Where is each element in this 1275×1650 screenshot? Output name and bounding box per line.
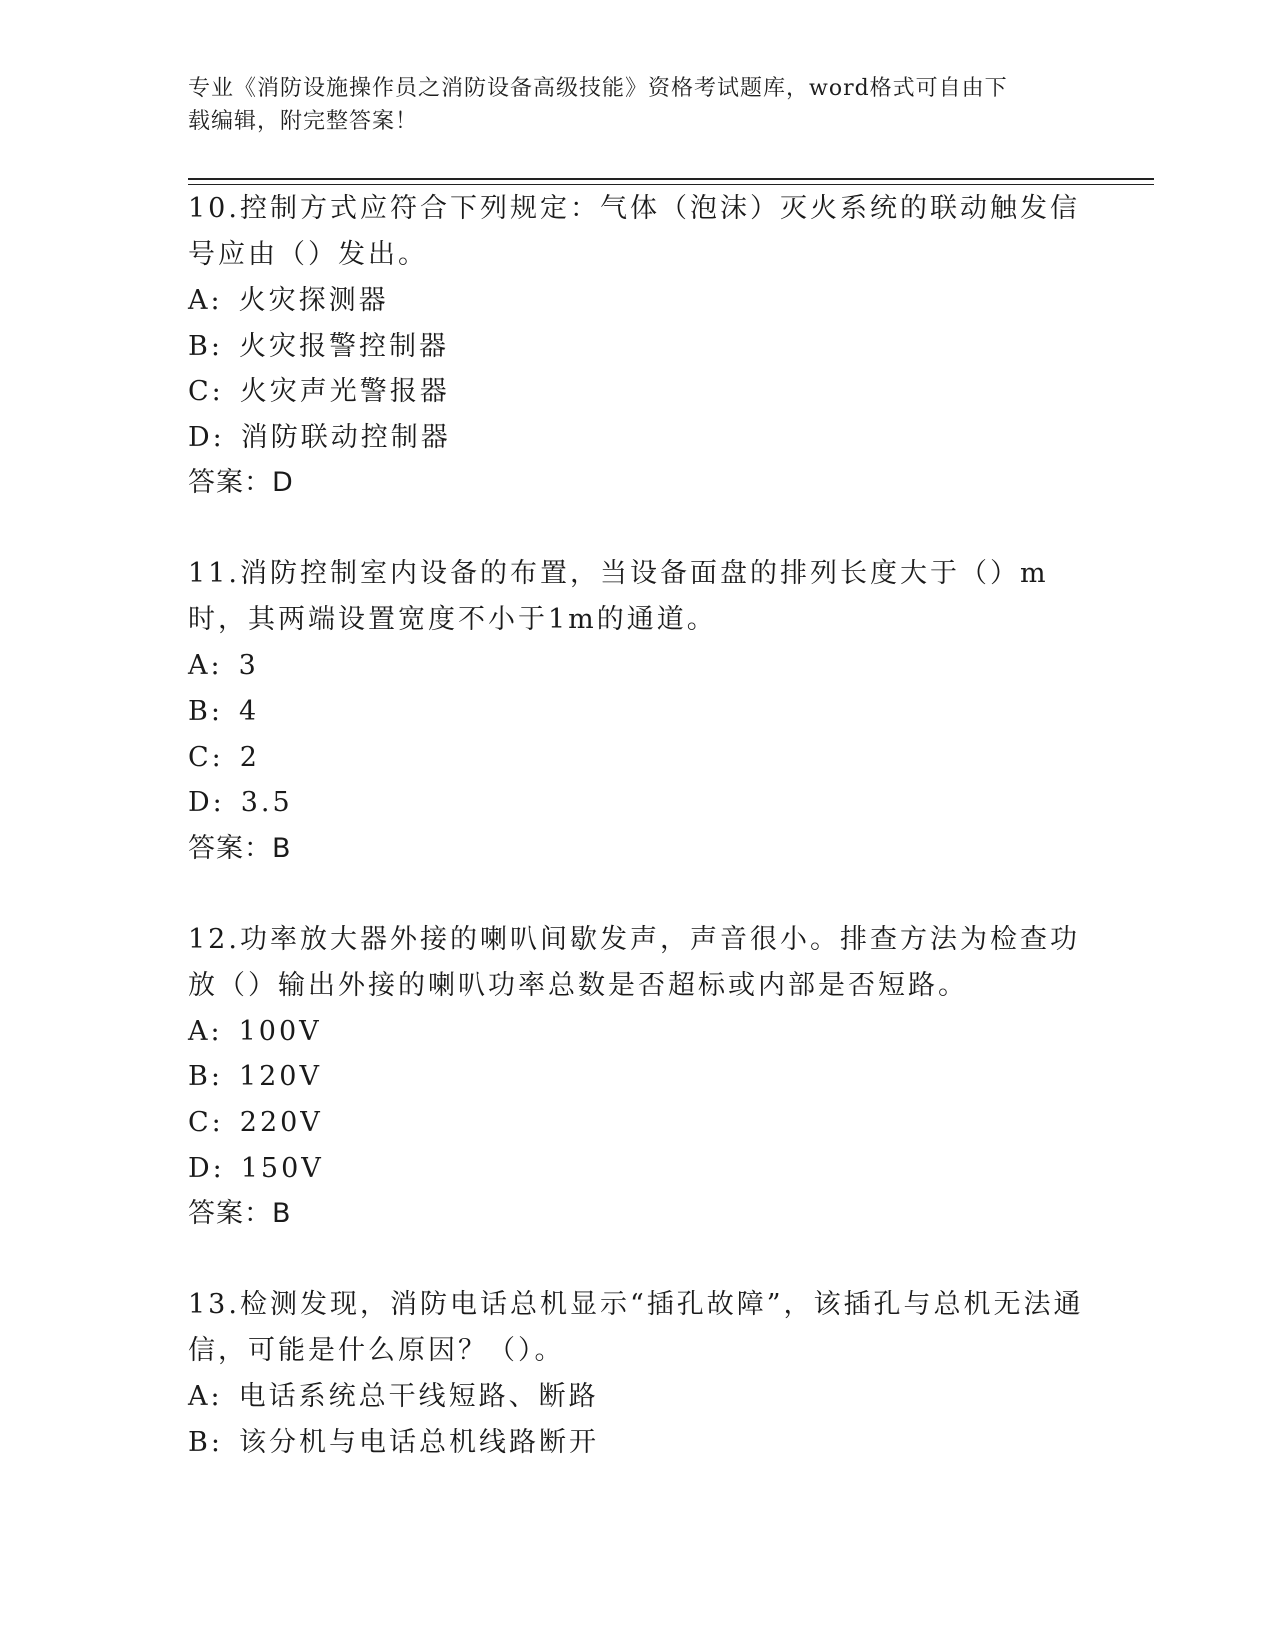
answer-line: 答案：B <box>188 1198 292 1230</box>
question-list <box>188 186 1088 1465</box>
option-key: A: <box>188 1015 223 1047</box>
header-divider-thin <box>188 184 1154 185</box>
option-key: D: <box>188 421 225 453</box>
question-12 <box>188 917 1088 1237</box>
question-stem: 11.消防控制室内设备的布置，当设备面盘的排列长度大于（）m时，其两端设置宽度不小于1m的通道。 <box>188 558 1049 636</box>
option-key: B: <box>188 330 223 362</box>
option-b <box>188 689 1088 735</box>
option-key: C: <box>188 741 224 773</box>
option-key: D: <box>188 1152 225 1184</box>
option-key: C: <box>188 1106 224 1138</box>
option-text: 2 <box>239 741 260 773</box>
option-a <box>188 1009 1088 1055</box>
option-text: 消防联动控制器 <box>240 421 451 453</box>
question-stem: 12.功率放大器外接的喇叭间歇发声，声音很小。排查方法为检查功放（）输出外接的喇叭功率总数是否超标或内部是否短路。 <box>188 923 1080 1001</box>
option-text: 100V <box>238 1015 322 1047</box>
document-header <box>188 72 1068 138</box>
option-key: D: <box>188 787 225 819</box>
option-a <box>188 1374 1088 1420</box>
question-11 <box>188 551 1088 871</box>
option-d <box>188 1146 1088 1192</box>
option-key: B: <box>188 1061 223 1093</box>
option-text: 3 <box>238 650 259 682</box>
option-d <box>188 780 1088 826</box>
option-c <box>188 735 1088 781</box>
header-line-2: 载编辑，附完整答案！ <box>188 109 419 134</box>
option-a <box>188 643 1088 689</box>
option-text: 220V <box>239 1106 323 1138</box>
option-key: B: <box>188 1426 223 1458</box>
option-text: 火灾报警控制器 <box>238 330 449 362</box>
answer-line: 答案：D <box>188 467 294 499</box>
option-text: 120V <box>238 1061 322 1093</box>
option-a <box>188 278 1088 324</box>
option-key: B: <box>188 695 223 727</box>
answer-line: 答案：B <box>188 832 292 864</box>
question-stem: 13.检测发现，消防电话总机显示“插孔故障”，该插孔与总机无法通信，可能是什么原因？（）。 <box>188 1289 1084 1367</box>
option-key: C: <box>188 376 224 408</box>
option-d <box>188 415 1088 461</box>
option-key: A: <box>188 650 223 682</box>
option-b <box>188 1420 1088 1466</box>
option-text: 电话系统总干线短路、断路 <box>238 1381 599 1413</box>
question-10 <box>188 186 1088 506</box>
option-text: 3.5 <box>240 787 293 819</box>
option-text: 火灾声光警报器 <box>239 376 450 408</box>
option-c <box>188 369 1088 415</box>
option-text: 150V <box>240 1152 324 1184</box>
header-divider-thick <box>188 178 1154 180</box>
header-line-1: 专业《消防设施操作员之消防设备高级技能》资格考试题库，word格式可自由下 <box>188 76 1008 101</box>
option-key: A: <box>188 1381 223 1413</box>
option-text: 该分机与电话总机线路断开 <box>238 1426 599 1458</box>
option-text: 4 <box>238 695 260 727</box>
question-stem: 10.控制方式应符合下列规定：气体（泡沫）灭火系统的联动触发信号应由（）发出。 <box>188 193 1080 270</box>
option-key: A: <box>188 285 223 316</box>
option-c <box>188 1100 1088 1146</box>
option-b <box>188 324 1088 370</box>
option-text: 火灾探测器 <box>238 285 389 316</box>
option-b <box>188 1054 1088 1100</box>
question-13 <box>188 1282 1088 1465</box>
